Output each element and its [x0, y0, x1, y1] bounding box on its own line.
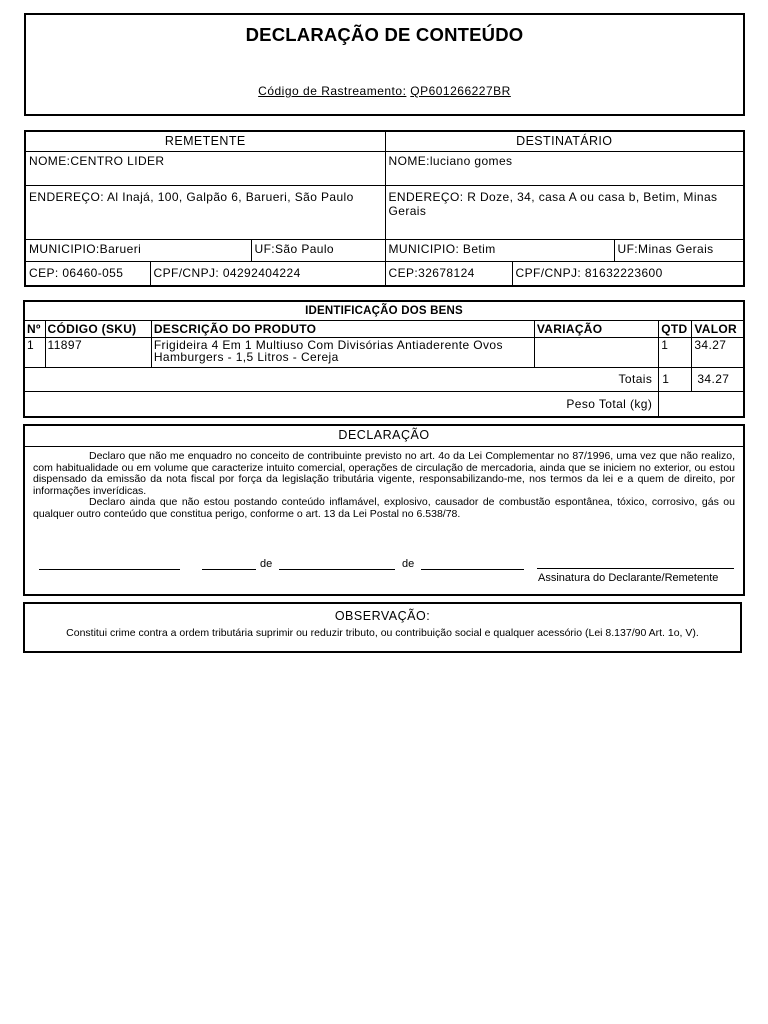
col-descricao: DESCRIÇÃO DO PRODUTO [151, 320, 534, 337]
sender-uf: UF:São Paulo [251, 239, 385, 261]
sender-address: ENDEREÇO: Al Inajá, 100, Galpão 6, Barueri, São Paulo [25, 185, 385, 239]
item-numero: 1 [24, 337, 45, 367]
tracking-code: QP601266227BR [410, 84, 511, 98]
declaration-paragraph-2: Declaro ainda que não estou postando conteúdo inflamável, explosivo, causador de combustão espontânea, tóxico, corrosivo, gás ou qualquer outro conteúdo que constitua perigo, conforme o art. 13 da Lei Postal no 6.538/78. [33, 496, 735, 520]
month-line [279, 569, 395, 570]
peso-label: Peso Total (kg) [24, 391, 659, 417]
item-variacao [534, 337, 658, 367]
col-qtd: QTD [659, 320, 692, 337]
declaration-heading: DECLARAÇÃO [25, 426, 743, 447]
recipient-uf: UF:Minas Gerais [614, 239, 744, 261]
item-descricao: Frigideira 4 Em 1 Multiuso Com Divisórias Antiaderente Ovos Hamburgers - 1,5 Litros - Cereja [151, 337, 534, 367]
de-word-2: de [402, 558, 415, 570]
recipient-name: NOME:luciano gomes [385, 151, 744, 185]
totals-valor: 34.27 [692, 367, 744, 391]
day-line [202, 569, 256, 570]
tracking-line [26, 84, 743, 98]
table-row [24, 337, 744, 367]
observation-heading: OBSERVAÇÃO: [334, 609, 431, 623]
recipient-address-text: ENDEREÇO: R Doze, 34, casa A ou casa b, Betim, Minas Gerais [388, 189, 718, 218]
totals-qtd: 1 [659, 367, 692, 391]
place-line [39, 569, 180, 570]
declaration-text [25, 447, 743, 520]
col-valor: VALOR [692, 320, 744, 337]
observation-box [23, 602, 742, 653]
col-variacao: VARIAÇÃO [534, 320, 658, 337]
recipient-heading: DESTINATÁRIO [385, 131, 744, 151]
declaration-box [23, 424, 745, 596]
sender-municipio: MUNICIPIO:Barueri [25, 239, 251, 261]
item-valor: 34.27 [692, 337, 744, 367]
tracking-label: Código de Rastreamento: [258, 84, 407, 98]
recipient-municipio: MUNICIPIO: Betim [385, 239, 614, 261]
item-qtd: 1 [659, 337, 692, 367]
recipient-cpf-cnpj: CPF/CNPJ: 81632223600 [512, 261, 744, 286]
totals-label: Totais [24, 367, 659, 391]
declaration-paragraph-1: Declaro que não me enquadro no conceito de contribuinte previsto no art. 4o da Lei Complementar no 87/1996, uma vez que não realizo, com habitualidade ou em volume que caracterize intuito comercial, operações de circulação de mercadoria, ainda que se iniciem no exterior, ou estou dispensado da emissão da nota fiscal por força da legislação tributária vigente, responsabilizando-me, nos termos da lei e a quem de direito, por informações inverídicas. [33, 450, 735, 497]
goods-heading: IDENTIFICAÇÃO DOS BENS [24, 301, 744, 320]
peso-value [659, 391, 744, 417]
signature-caption: Assinatura do Declarante/Remetente [538, 572, 719, 584]
year-line [421, 569, 524, 570]
document-title: DECLARAÇÃO DE CONTEÚDO [245, 24, 524, 45]
header-box [24, 13, 745, 116]
sender-heading: REMETENTE [25, 131, 385, 151]
parties-table [24, 130, 745, 287]
observation-text: Constitui crime contra a ordem tributária suprimir ou reduzir tributo, ou contribuição social e qualquer acessório (Lei 8.137/90 Art. 1o, V). [66, 627, 699, 639]
goods-table [23, 300, 745, 418]
recipient-cep: CEP:32678124 [385, 261, 512, 286]
sender-name: NOME:CENTRO LIDER [25, 151, 385, 185]
sender-cep: CEP: 06460-055 [25, 261, 150, 286]
item-sku: 11897 [45, 337, 151, 367]
signature-line [537, 568, 734, 569]
de-word-1: de [260, 558, 273, 570]
recipient-address [385, 185, 744, 239]
col-sku: CÓDIGO (SKU) [45, 320, 151, 337]
col-numero: Nº [24, 320, 45, 337]
sender-cpf-cnpj: CPF/CNPJ: 04292404224 [150, 261, 385, 286]
